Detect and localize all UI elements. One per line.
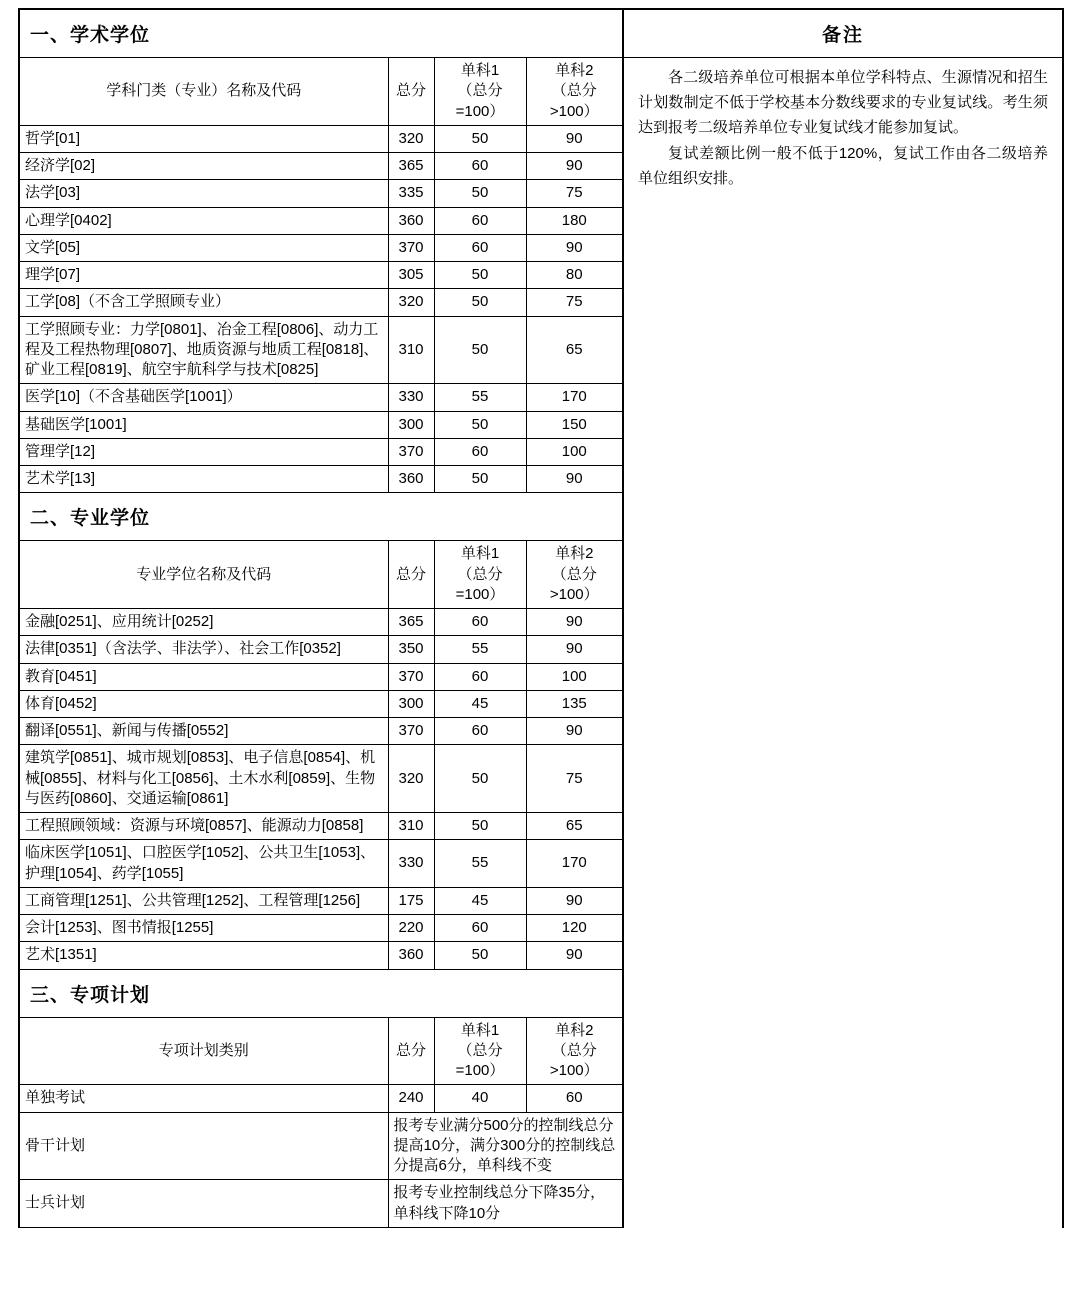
- row-subject1: 55: [434, 384, 526, 411]
- row-name: 骨干计划: [20, 1112, 388, 1180]
- row-subject1: 60: [434, 718, 526, 745]
- row-total: 310: [388, 813, 434, 840]
- header-subject1-line1: 单科1: [460, 1021, 500, 1039]
- row-name: 翻译[0551]、新闻与传播[0552]: [20, 718, 388, 745]
- row-subject1: 50: [434, 466, 526, 493]
- academic-table: [20, 58, 622, 493]
- row-name: 管理学[12]: [20, 438, 388, 465]
- row-total: 370: [388, 438, 434, 465]
- row-subject2: 90: [526, 636, 622, 663]
- table-row: [20, 663, 622, 690]
- row-total: 240: [388, 1085, 434, 1112]
- table-row: [20, 466, 622, 493]
- header-subject2-line1: 单科2: [555, 545, 594, 563]
- header-subject2: [526, 541, 622, 608]
- table-row: [20, 636, 622, 663]
- row-total: 300: [388, 411, 434, 438]
- left-column: [20, 10, 624, 1228]
- row-subject1: 50: [434, 942, 526, 969]
- row-subject2: 180: [526, 207, 622, 234]
- header-subject1-line3: =100）: [455, 585, 505, 603]
- row-total: 330: [388, 384, 434, 411]
- table-row: [20, 942, 622, 969]
- special-plan-table: [20, 1018, 622, 1228]
- row-subject1: 45: [434, 690, 526, 717]
- notes-column: [624, 10, 1062, 1228]
- row-total: 365: [388, 153, 434, 180]
- row-total: 365: [388, 609, 434, 636]
- header-subject1: [434, 1018, 526, 1085]
- table-row: [20, 813, 622, 840]
- row-name: 体育[0452]: [20, 690, 388, 717]
- table-row: [20, 234, 622, 261]
- table-header-row: [20, 58, 622, 125]
- row-total: 335: [388, 180, 434, 207]
- section-title-academic: 一、学术学位: [20, 10, 622, 58]
- header-subject2-line1: 单科2: [555, 62, 594, 79]
- row-subject2: 90: [526, 609, 622, 636]
- table-row: [20, 915, 622, 942]
- row-subject2: 120: [526, 915, 622, 942]
- row-subject1: 50: [434, 125, 526, 152]
- row-subject2: 135: [526, 690, 622, 717]
- table-row: [20, 153, 622, 180]
- table-row: [20, 384, 622, 411]
- row-name: 艺术学[13]: [20, 466, 388, 493]
- row-subject1: 60: [434, 207, 526, 234]
- row-total: 310: [388, 316, 434, 384]
- row-subject2: 90: [526, 942, 622, 969]
- row-total: 320: [388, 289, 434, 316]
- row-name: 经济学[02]: [20, 153, 388, 180]
- header-subject2-line3: >100）: [549, 1062, 599, 1079]
- row-note: 报考专业控制线总分下降35分，单科线下降10分: [388, 1180, 622, 1228]
- table-row: [20, 609, 622, 636]
- row-subject2: 65: [526, 316, 622, 384]
- header-total: 总分: [388, 541, 434, 608]
- header-subject2: [526, 58, 622, 125]
- row-subject1: 50: [434, 813, 526, 840]
- row-total: 350: [388, 636, 434, 663]
- row-subject2: 75: [526, 289, 622, 316]
- row-name: 医学[10]（不含基础医学[1001]）: [20, 384, 388, 411]
- row-name: 士兵计划: [20, 1180, 388, 1228]
- row-subject2: 90: [526, 466, 622, 493]
- row-name: 会计[1253]、图书情报[1255]: [20, 915, 388, 942]
- header-subject1-line3: =100）: [455, 102, 505, 120]
- row-subject1: 60: [434, 438, 526, 465]
- header-subject1-line3: =100）: [455, 1062, 505, 1079]
- row-subject1: 50: [434, 262, 526, 289]
- row-name: 基础医学[1001]: [20, 411, 388, 438]
- table-row: [20, 262, 622, 289]
- row-subject1: 60: [434, 234, 526, 261]
- row-total: 360: [388, 466, 434, 493]
- row-subject2: 100: [526, 663, 622, 690]
- section-title-special: 三、专项计划: [20, 970, 622, 1018]
- row-subject2: 75: [526, 180, 622, 207]
- row-name: 艺术[1351]: [20, 942, 388, 969]
- table-row: [20, 718, 622, 745]
- header-total: 总分: [388, 58, 434, 125]
- note-paragraph: 复试差额比例一般不低于120%，复试工作由各二级培养单位组织安排。: [638, 145, 1048, 187]
- row-subject1: 60: [434, 153, 526, 180]
- notes-body: [624, 58, 1062, 204]
- row-subject1: 60: [434, 915, 526, 942]
- header-subject1: [434, 541, 526, 608]
- row-name: 单独考试: [20, 1085, 388, 1112]
- section-title-professional: 二、专业学位: [20, 493, 622, 541]
- row-subject1: 60: [434, 609, 526, 636]
- row-total: 175: [388, 887, 434, 914]
- row-name: 理学[07]: [20, 262, 388, 289]
- row-subject2: 90: [526, 125, 622, 152]
- notes-title: 备注: [624, 10, 1062, 58]
- header-total: 总分: [388, 1018, 434, 1085]
- row-total: 370: [388, 234, 434, 261]
- row-subject1: 50: [434, 745, 526, 813]
- row-subject1: 55: [434, 840, 526, 888]
- row-subject1: 50: [434, 316, 526, 384]
- row-subject2: 90: [526, 718, 622, 745]
- row-subject2: 80: [526, 262, 622, 289]
- row-name: 文学[05]: [20, 234, 388, 261]
- row-total: 220: [388, 915, 434, 942]
- header-subject1-line2: （总分: [457, 565, 503, 583]
- table-row: [20, 438, 622, 465]
- row-name: 金融[0251]、应用统计[0252]: [20, 609, 388, 636]
- row-subject2: 90: [526, 153, 622, 180]
- row-subject1: 50: [434, 289, 526, 316]
- table-row: [20, 316, 622, 384]
- row-name: 工程照顾领域：资源与环境[0857]、能源动力[0858]: [20, 813, 388, 840]
- row-total: 320: [388, 745, 434, 813]
- row-subject2: 90: [526, 887, 622, 914]
- row-subject2: 170: [526, 384, 622, 411]
- header-subject2: [526, 1018, 622, 1085]
- row-total: 370: [388, 718, 434, 745]
- note-paragraph: 各二级培养单位可根据本单位学科特点、生源情况和招生计划数制定不低于学校基本分数线要求的专业复试线。考生须达到报考二级培养单位专业复试线才能参加复试。: [638, 69, 1048, 136]
- table-row: [20, 125, 622, 152]
- table-row: [20, 207, 622, 234]
- header-name: 专项计划类别: [20, 1018, 388, 1085]
- row-name: 工学[08]（不含工学照顾专业）: [20, 289, 388, 316]
- row-subject1: 50: [434, 180, 526, 207]
- row-subject2: 100: [526, 438, 622, 465]
- row-total: 360: [388, 942, 434, 969]
- header-subject1-line2: （总分: [457, 82, 503, 100]
- table-row: [20, 840, 622, 888]
- row-name: 教育[0451]: [20, 663, 388, 690]
- header-name: 学科门类（专业）名称及代码: [20, 58, 388, 125]
- header-subject2-line3: >100）: [549, 585, 599, 603]
- row-name: 工商管理[1251]、公共管理[1252]、工程管理[1256]: [20, 887, 388, 914]
- table-row: [20, 411, 622, 438]
- table-header-row: [20, 541, 622, 608]
- header-subject1-line2: （总分: [457, 1041, 503, 1059]
- row-subject2: 60: [526, 1085, 622, 1112]
- row-total: 300: [388, 690, 434, 717]
- row-total: 305: [388, 262, 434, 289]
- row-subject2: 75: [526, 745, 622, 813]
- row-name: 工学照顾专业：力学[0801]、冶金工程[0806]、动力工程及工程热物理[0807]、地质资源与地质工程[0818]、矿业工程[0819]、航空宇航科学与技术[0825]: [20, 316, 388, 384]
- row-name: 建筑学[0851]、城市规划[0853]、电子信息[0854]、机械[0855]、材料与化工[0856]、土木水利[0859]、生物与医药[0860]、交通运输[0861]: [20, 745, 388, 813]
- table-row: [20, 289, 622, 316]
- table-header-row: [20, 1018, 622, 1085]
- row-subject2: 65: [526, 813, 622, 840]
- row-note: 报考专业满分500分的控制线总分提高10分，满分300分的控制线总分提高6分，单科线不变: [388, 1112, 622, 1180]
- row-subject2: 90: [526, 234, 622, 261]
- professional-table: [20, 541, 622, 969]
- table-row: [20, 745, 622, 813]
- header-subject2-line3: >100）: [549, 102, 599, 120]
- table-row: [20, 1085, 622, 1112]
- row-name: 法律[0351]（含法学、非法学）、社会工作[0352]: [20, 636, 388, 663]
- row-subject2: 170: [526, 840, 622, 888]
- row-subject1: 40: [434, 1085, 526, 1112]
- header-name: 专业学位名称及代码: [20, 541, 388, 608]
- row-subject1: 50: [434, 411, 526, 438]
- row-subject1: 45: [434, 887, 526, 914]
- table-row: [20, 690, 622, 717]
- header-subject1-line1: 单科1: [460, 62, 500, 79]
- document-body: [18, 8, 1064, 1228]
- row-name: 心理学[0402]: [20, 207, 388, 234]
- header-subject1-line1: 单科1: [460, 545, 500, 563]
- row-name: 哲学[01]: [20, 125, 388, 152]
- table-row: [20, 1180, 622, 1228]
- table-row: [20, 887, 622, 914]
- row-subject1: 55: [434, 636, 526, 663]
- header-subject1: [434, 58, 526, 125]
- row-total: 370: [388, 663, 434, 690]
- header-subject2-line2: （总分: [551, 565, 597, 583]
- table-row: [20, 1112, 622, 1180]
- header-subject2-line2: （总分: [551, 82, 597, 100]
- row-subject2: 150: [526, 411, 622, 438]
- row-total: 360: [388, 207, 434, 234]
- header-subject2-line1: 单科2: [555, 1021, 594, 1039]
- row-total: 330: [388, 840, 434, 888]
- row-name: 临床医学[1051]、口腔医学[1052]、公共卫生[1053]、护理[1054]、药学[1055]: [20, 840, 388, 888]
- table-row: [20, 180, 622, 207]
- row-subject1: 60: [434, 663, 526, 690]
- row-total: 320: [388, 125, 434, 152]
- row-name: 法学[03]: [20, 180, 388, 207]
- header-subject2-line2: （总分: [551, 1041, 597, 1059]
